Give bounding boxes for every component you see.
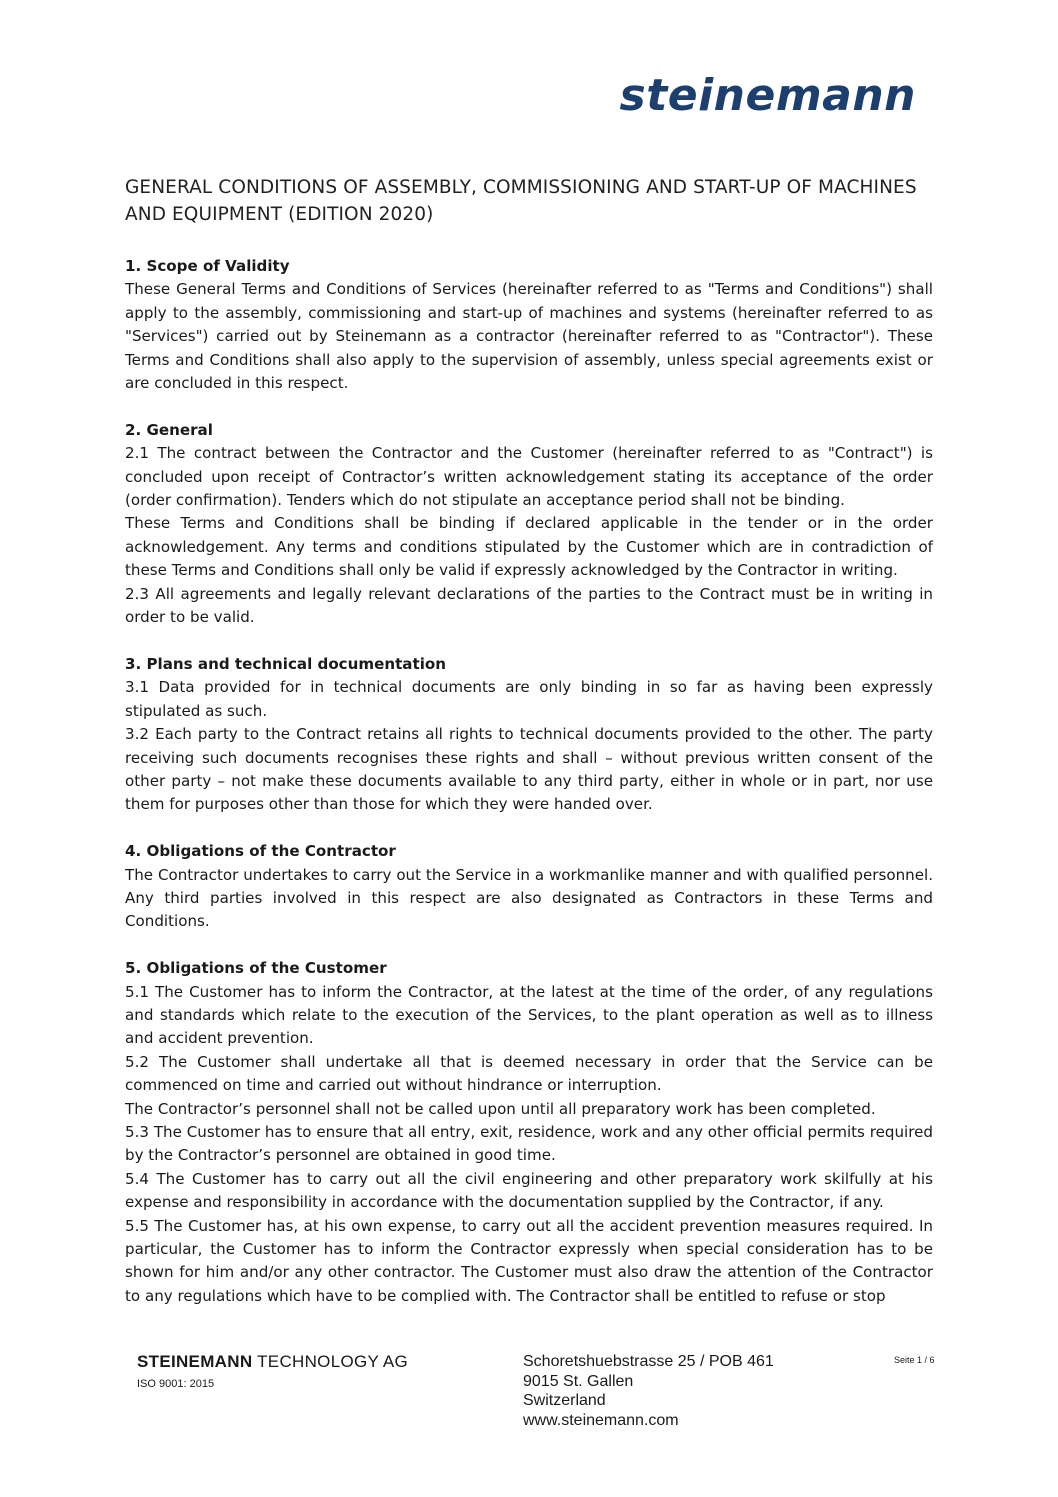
section-heading: 3. Plans and technical documentation	[125, 654, 446, 673]
section-heading: 5. Obligations of the Customer	[125, 959, 387, 978]
document-title: GENERAL CONDITIONS OF ASSEMBLY, COMMISSIONING AND START-UP OF MACHINES AND EQUIPMENT (EDITION 2020)	[125, 177, 917, 225]
section-heading: 4. Obligations of the Contractor	[125, 842, 396, 861]
section	[125, 840, 933, 934]
section-paragraph: 5.1 The Customer has to inform the Contractor, at the latest at the time of the order, of any regulations and standards which relate to the execution of the Services, to the plant operation as well as to illness and accident prevention.	[125, 982, 933, 1048]
iso-certification: ISO 9001: 2015	[137, 1378, 215, 1390]
section-paragraph: 5.5 The Customer has, at his own expense, to carry out all the accident prevention measures required. In particular, the Customer has to inform the Contractor expressly when special consideration has to be shown for him and/or any other contractor. The Customer must also draw the attention of the Contractor to any regulations which have to be complied with. The Contractor shall be entitled to refuse or stop	[125, 1216, 933, 1305]
website-link[interactable]: www.steinemann.com	[523, 1411, 679, 1429]
section-paragraph: 2.1 The contract between the Contractor and the Customer (hereinafter referred to as "Contract") is concluded upon receipt of Contractor’s written acknowledgement stating its acceptance of the order (order confirmation). Tenders which do not stipulate an acceptance period shall not be binding.	[125, 444, 933, 510]
section	[125, 653, 933, 817]
section-heading: 2. General	[125, 420, 213, 439]
steinemann-logo: steinemann	[619, 70, 916, 121]
section-paragraph: 5.3 The Customer has to ensure that all entry, exit, residence, work and any other official permits required by the Contractor’s personnel are obtained in good time.	[125, 1122, 933, 1165]
section-paragraph: These Terms and Conditions shall be binding if declared applicable in the tender or in the order acknowledgement. Any terms and conditions stipulated by the Customer which are in contradiction of these Terms and Conditions shall only be valid if expressly acknowledged by the Contractor in writing.	[125, 514, 933, 580]
company-name-rest: TECHNOLOGY AG	[252, 1352, 409, 1371]
section-paragraph: The Contractor undertakes to carry out the Service in a workmanlike manner and with qualified personnel. Any third parties involved in this respect are also designated as Contractors in these Terms and Conditions.	[125, 865, 933, 931]
section	[125, 419, 933, 630]
section-paragraph: These General Terms and Conditions of Services (hereinafter referred to as "Terms and Conditions") shall apply to the assembly, commissioning and start-up of machines and systems (hereinafter referred to as "Services") carried out by Steinemann as a contractor (hereinafter referred to as "Contractor"). These Terms and Conditions shall also apply to the supervision of assembly, unless special agreements exist or are concluded in this respect.	[125, 280, 933, 393]
page-number: Seite 1 / 6	[894, 1355, 935, 1365]
section-paragraph: The Contractor’s personnel shall not be called upon until all preparatory work has been completed.	[125, 1099, 876, 1118]
address-line: Schoretshuebstrasse 25 / POB 461	[523, 1353, 774, 1370]
section-paragraph: 5.4 The Customer has to carry out all the civil engineering and other preparatory work skilfully at his expense and responsibility in accordance with the documentation supplied by the Contractor, if any.	[125, 1169, 933, 1212]
section-paragraph: 2.3 All agreements and legally relevant declarations of the parties to the Contract must be in writing in order to be valid.	[125, 584, 933, 627]
address-line: 9015 St. Gallen	[523, 1372, 634, 1390]
section-paragraph: 5.2 The Customer shall undertake all that is deemed necessary in order that the Service can be commenced on time and carried out without hindrance or interruption.	[125, 1052, 933, 1095]
section-heading: 1. Scope of Validity	[125, 257, 290, 275]
section	[125, 255, 933, 395]
document-body	[125, 255, 933, 1332]
company-address	[523, 1352, 774, 1430]
company-name-bold: STEINEMANN	[137, 1352, 253, 1371]
section	[125, 957, 933, 1308]
section-paragraph: 3.2 Each party to the Contract retains all rights to technical documents provided to the other. The party receiving such documents recognises these rights and shall – without previous written consent of the other party – not make these documents available to any third party, either in whole or in part, nor use them for purposes other than those for which they were handed over.	[125, 725, 933, 814]
company-name	[137, 1352, 408, 1372]
address-line: Switzerland	[523, 1392, 606, 1409]
section-paragraph: 3.1 Data provided for in technical documents are only binding in so far as having been expressly stipulated as such.	[125, 678, 933, 720]
